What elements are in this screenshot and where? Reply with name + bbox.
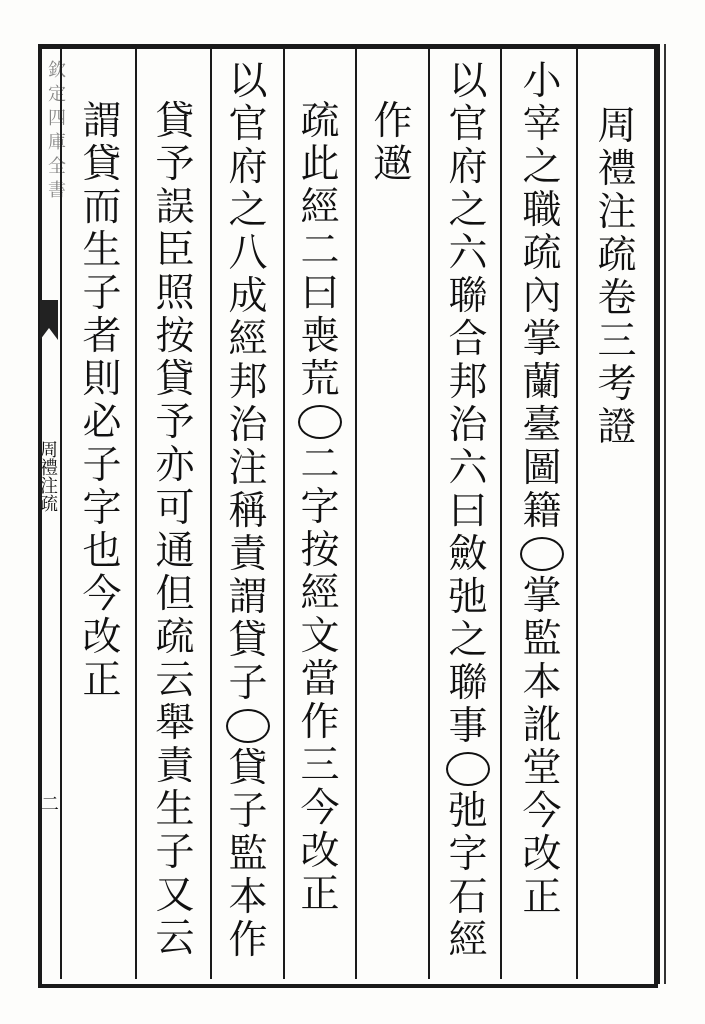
character: 字	[448, 832, 488, 877]
character: 圖	[522, 446, 562, 491]
character: 本	[522, 660, 562, 705]
character: 按	[155, 314, 195, 359]
character: 今	[82, 572, 122, 617]
margin-header-text: 欽定四庫全書	[45, 60, 66, 204]
character: 斂	[448, 532, 488, 577]
character: 疏	[522, 231, 562, 276]
character: 之	[448, 618, 488, 663]
character: 字	[82, 486, 122, 531]
character: 但	[155, 572, 195, 617]
text-column-title	[587, 105, 647, 449]
character: 訛	[522, 703, 562, 748]
character: 監	[522, 617, 562, 662]
character: 按	[300, 528, 340, 573]
character: 石	[448, 875, 488, 920]
character: 小	[522, 59, 562, 104]
character: 禮	[597, 147, 637, 192]
character: 生	[155, 787, 195, 832]
character: 正	[522, 875, 562, 920]
character: 曰	[300, 271, 340, 316]
character: 而	[82, 185, 122, 230]
character: 掌	[522, 574, 562, 619]
character: 注	[597, 190, 637, 235]
character: 三	[597, 319, 637, 364]
character: 謂	[228, 575, 268, 620]
circle-mark	[446, 748, 490, 790]
character: 二	[300, 442, 340, 487]
text-column	[363, 100, 423, 186]
character: 正	[300, 872, 340, 917]
character: 稱	[228, 489, 268, 534]
character: 改	[300, 829, 340, 874]
character: 職	[522, 188, 562, 233]
character: 子	[228, 661, 268, 706]
text-column	[438, 60, 498, 962]
character: 改	[82, 615, 122, 660]
character: 舉	[155, 701, 195, 746]
character: 作	[300, 700, 340, 745]
frame-right-outer-border	[664, 44, 666, 984]
character: 宰	[522, 102, 562, 147]
character: 以	[448, 59, 488, 104]
character: 照	[155, 271, 195, 316]
character: 文	[300, 614, 340, 659]
character: 必	[82, 400, 122, 445]
character: 也	[82, 529, 122, 574]
character: 謂	[82, 99, 122, 144]
character: 弛	[448, 789, 488, 834]
text-column	[145, 100, 205, 960]
character: 經	[448, 918, 488, 963]
character: 疏	[300, 99, 340, 144]
character: 作	[228, 918, 268, 963]
character: 監	[228, 832, 268, 877]
character: 經	[228, 317, 268, 362]
character: 合	[448, 317, 488, 362]
character: 疏	[597, 233, 637, 278]
character: 貸	[82, 142, 122, 187]
margin-page-number: 二	[41, 794, 59, 815]
character: 責	[155, 744, 195, 789]
character: 堂	[522, 746, 562, 791]
column-rule	[576, 49, 578, 979]
character: 貸	[155, 99, 195, 144]
character: 子	[82, 271, 122, 316]
circle-mark	[520, 533, 564, 575]
character: 弛	[448, 575, 488, 620]
character: 予	[155, 142, 195, 187]
character: 經	[300, 185, 340, 230]
character: 府	[448, 145, 488, 190]
column-rule	[500, 49, 502, 979]
character: 今	[300, 786, 340, 831]
character: 六	[448, 231, 488, 276]
character: 曰	[448, 489, 488, 534]
character: 證	[597, 405, 637, 450]
character: 者	[82, 314, 122, 359]
text-column	[72, 100, 132, 702]
text-column	[218, 60, 278, 962]
character: 官	[448, 102, 488, 147]
character: 邦	[228, 360, 268, 405]
character: 此	[300, 142, 340, 187]
column-rule	[135, 49, 137, 979]
character: 云	[155, 658, 195, 703]
text-column	[290, 100, 350, 916]
character: 治	[448, 403, 488, 448]
character: 荒	[300, 357, 340, 402]
character: 事	[448, 704, 488, 749]
character: 今	[522, 789, 562, 834]
circle-mark	[298, 401, 342, 443]
character: 則	[82, 357, 122, 402]
character: 臺	[522, 403, 562, 448]
character: 貸	[155, 357, 195, 402]
character: 二	[300, 228, 340, 273]
character: 貸	[228, 618, 268, 663]
column-rule	[210, 49, 212, 979]
character: 當	[300, 657, 340, 702]
character: 周	[597, 104, 637, 149]
character: 考	[597, 362, 637, 407]
character: 卷	[597, 276, 637, 321]
margin-book-title: 周禮注疏	[37, 440, 58, 512]
character: 疏	[155, 615, 195, 660]
character: 又	[155, 873, 195, 918]
character: 字	[300, 485, 340, 530]
circle-mark	[226, 705, 270, 747]
character: 子	[155, 830, 195, 875]
character: 生	[82, 228, 122, 273]
column-rule	[428, 49, 430, 979]
character: 之	[228, 188, 268, 233]
character: 成	[228, 274, 268, 319]
character: 䢩	[373, 142, 413, 187]
character: 籍	[522, 489, 562, 534]
character: 聯	[448, 661, 488, 706]
character: 云	[155, 916, 195, 961]
character: 聯	[448, 274, 488, 319]
character: 予	[155, 400, 195, 445]
character: 官	[228, 102, 268, 147]
character: 子	[82, 443, 122, 488]
character: 通	[155, 529, 195, 574]
character: 三	[300, 743, 340, 788]
character: 八	[228, 231, 268, 276]
character: 改	[522, 832, 562, 877]
character: 可	[155, 486, 195, 531]
character: 之	[448, 188, 488, 233]
character: 本	[228, 875, 268, 920]
character: 貸	[228, 746, 268, 791]
character: 邦	[448, 360, 488, 405]
frame-right-border	[654, 44, 660, 984]
character: 亦	[155, 443, 195, 488]
column-rule	[355, 49, 357, 979]
column-rule	[283, 49, 285, 979]
character: 以	[228, 59, 268, 104]
character: 正	[82, 658, 122, 703]
character: 蘭	[522, 360, 562, 405]
character: 喪	[300, 314, 340, 359]
character: 經	[300, 571, 340, 616]
character: 臣	[155, 228, 195, 273]
character: 掌	[522, 317, 562, 362]
character: 責	[228, 532, 268, 577]
character: 誤	[155, 185, 195, 230]
character: 六	[448, 446, 488, 491]
character: 子	[228, 789, 268, 834]
character: 治	[228, 403, 268, 448]
character: 內	[522, 274, 562, 319]
character: 府	[228, 145, 268, 190]
character: 之	[522, 145, 562, 190]
character: 作	[373, 99, 413, 144]
character: 注	[228, 446, 268, 491]
text-column	[512, 60, 572, 919]
